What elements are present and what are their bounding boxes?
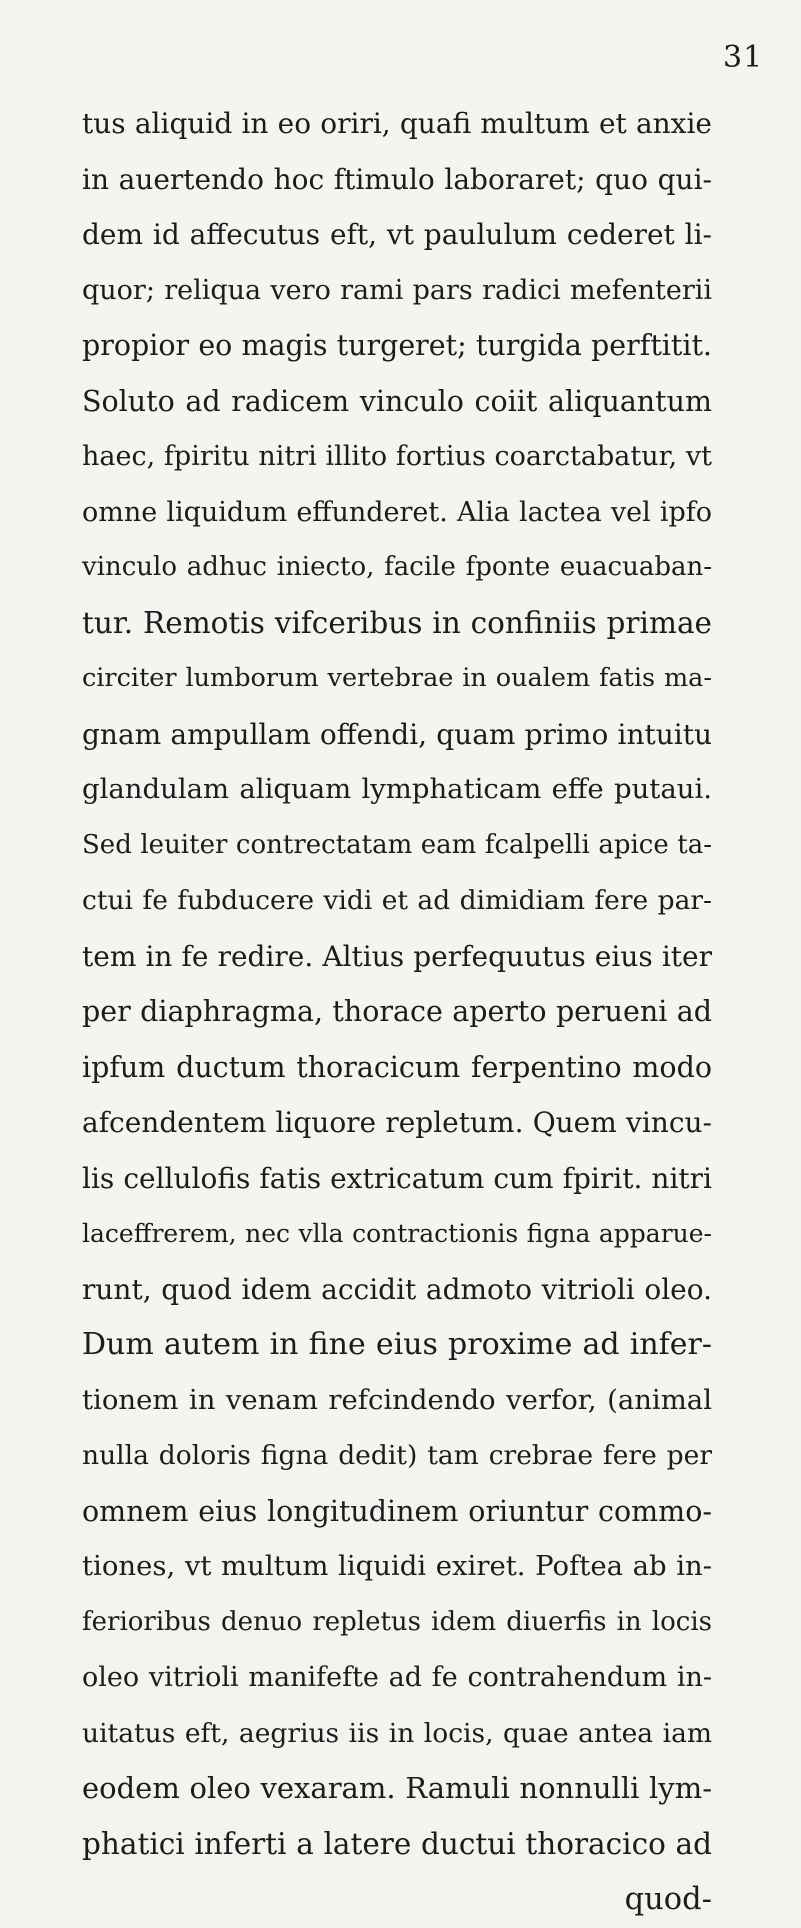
catchword: quod- xyxy=(624,1882,712,1917)
text-line: nulla doloris figna dedit) tam crebrae fere per xyxy=(82,1440,712,1471)
text-line: haec, fpiritu nitri illito fortius coarctabatur, vt xyxy=(82,441,712,472)
text-line: omnem eius longitudinem oriuntur commo- xyxy=(82,1494,712,1528)
text-line: phatici inferti a latere ductui thoracico ad xyxy=(82,1826,712,1861)
text-line: glandulam aliquam lymphaticam effe putaui. xyxy=(82,773,712,805)
text-line: quor; reliqua vero rami pars radici mefenterii xyxy=(82,274,712,306)
text-line: tem in fe redire. Altius perfequutus eius iter xyxy=(82,939,712,973)
text-line: tionem in venam refcindendo verfor, (animal xyxy=(82,1383,712,1416)
page-number: 31 xyxy=(723,40,764,75)
text-line: uitatus eft, aegrius iis in locis, quae antea iam xyxy=(82,1717,712,1749)
text-line: propior eo magis turgeret; turgida perftitit. xyxy=(82,329,712,362)
text-line: dem id affecutus eft, vt paululum cederet li- xyxy=(82,218,712,251)
text-line: ipfum ductum thoracicum ferpentino modo xyxy=(82,1050,712,1084)
text-line: tiones, vt multum liquidi exiret. Poftea ab in- xyxy=(82,1550,712,1582)
text-line: ferioribus denuo repletus idem diuerfis in locis xyxy=(82,1606,712,1637)
text-line: laceffrerem, nec vlla contractionis figna apparue- xyxy=(82,1219,712,1248)
text-line: runt, quod idem accidit admoto vitrioli oleo. xyxy=(82,1272,712,1306)
text-line: tur. Remotis vifceribus in confiniis primae xyxy=(82,605,712,640)
text-line: omne liquidum effunderet. Alia lactea vel ipfo xyxy=(82,496,712,528)
text-line: circiter lumborum vertebrae in oualem fatis ma- xyxy=(82,663,712,693)
text-line: Sed leuiter contrectatam eam fcalpelli apice ta- xyxy=(82,829,712,860)
text-line: per diaphragma, thorace aperto perueni ad xyxy=(82,995,712,1028)
text-line: afcendentem liquore repletum. Quem vincu- xyxy=(82,1106,712,1139)
text-line: Dum autem in fine eius proxime ad infer- xyxy=(82,1327,712,1362)
text-line: tus aliquid in eo oriri, quafi multum et anxie xyxy=(82,107,712,140)
text-line: lis cellulofis fatis extricatum cum fpirit. nitri xyxy=(82,1161,712,1195)
text-line: oleo vitrioli manifefte ad fe contrahendum in- xyxy=(82,1662,712,1693)
text-line: in auertendo hoc ftimulo laboraret; quo qui- xyxy=(82,162,712,196)
text-line: gnam ampullam offendi, quam primo intuitu xyxy=(82,717,712,751)
body-text xyxy=(82,96,712,1928)
text-line: ctui fe fubducere vidi et ad dimidiam fere par- xyxy=(82,885,712,916)
text-line: vinculo adhuc iniecto, facile fponte euacuaban- xyxy=(82,552,712,582)
text-line: Soluto ad radicem vinculo coiit aliquantum xyxy=(82,384,712,418)
text-line: eodem oleo vexaram. Ramuli nonnulli lym- xyxy=(82,1771,712,1805)
